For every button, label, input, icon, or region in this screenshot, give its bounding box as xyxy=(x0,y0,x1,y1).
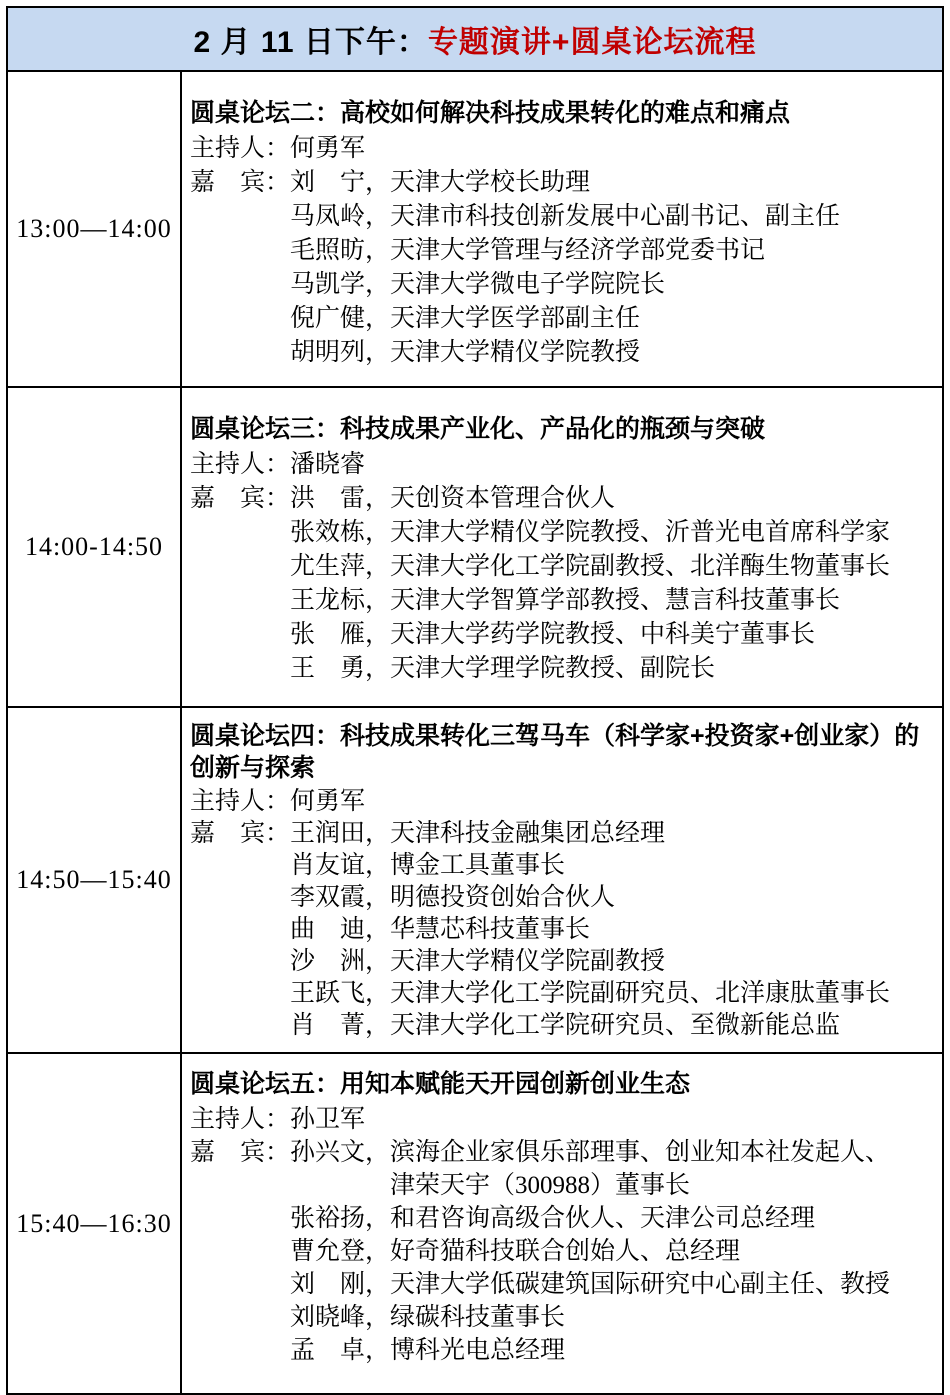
guest-line: 胡明列，天津大学精仪学院教授 xyxy=(290,339,641,366)
time-slot: 14:00-14:50 xyxy=(8,388,182,706)
guest-line: 张效栋，天津大学精仪学院教授、沂普光电首席科学家 xyxy=(290,519,891,546)
guest-label: 嘉 宾： xyxy=(190,485,291,512)
guest-list xyxy=(290,818,934,1042)
session-row-forum-5 xyxy=(8,1054,942,1393)
guest-label: 嘉 宾： xyxy=(190,169,291,196)
guest-line: 王 勇，天津大学理学院教授、副院长 xyxy=(290,655,716,682)
session-content xyxy=(182,1054,942,1393)
host-line: 主持人：孙卫军 xyxy=(190,1106,366,1133)
guest-line: 尤生萍，天津大学化工学院副教授、北洋酶生物董事长 xyxy=(290,553,891,580)
guest-block xyxy=(190,818,934,1042)
guest-line: 孟 卓，博科光电总经理 xyxy=(290,1337,566,1364)
session-row-forum-4 xyxy=(8,708,942,1054)
session-row-forum-2 xyxy=(8,72,942,388)
host-line: 主持人：何勇军 xyxy=(190,788,366,815)
guest-block xyxy=(190,1136,934,1367)
guest-line: 刘 刚，天津大学低碳建筑国际研究中心副主任、教授 xyxy=(290,1271,891,1298)
guest-line: 肖 菁，天津大学化工学院研究员、至微新能总监 xyxy=(290,1012,841,1039)
guest-line: 洪 雷，天创资本管理合伙人 xyxy=(290,485,616,512)
guest-line: 马凤岭，天津市科技创新发展中心副书记、副主任 xyxy=(290,203,841,230)
guest-line: 刘 宁，天津大学校长助理 xyxy=(290,169,591,196)
guest-list xyxy=(290,482,934,686)
time-slot: 14:50—15:40 xyxy=(8,708,182,1052)
table-header xyxy=(8,8,942,72)
guest-label: 嘉 宾： xyxy=(190,820,291,847)
host-line: 主持人：何勇军 xyxy=(190,135,366,162)
guest-line: 毛照昉，天津大学管理与经济学部党委书记 xyxy=(290,237,766,264)
guest-line: 王龙标，天津大学智算学部教授、慧言科技董事长 xyxy=(290,587,841,614)
guest-line: 曹允登，好奇猫科技联合创始人、总经理 xyxy=(290,1238,741,1265)
guest-line: 王润田，天津科技金融集团总经理 xyxy=(290,820,666,847)
session-content xyxy=(182,388,942,706)
guest-line: 倪广健，天津大学医学部副主任 xyxy=(290,305,641,332)
session-title: 圆桌论坛五：用知本赋能天开园创新创业生态 xyxy=(190,1070,691,1098)
guest-list xyxy=(290,166,934,370)
guest-block xyxy=(190,482,934,686)
schedule-table xyxy=(6,6,944,1395)
guest-list xyxy=(290,1136,934,1367)
guest-line: 刘晓峰，绿碳科技董事长 xyxy=(290,1304,566,1331)
guest-line: 张 雁，天津大学药学院教授、中科美宁董事长 xyxy=(290,621,816,648)
guest-line: 曲 迪，华慧芯科技董事长 xyxy=(290,916,591,943)
guest-line: 张裕扬，和君咨询高级合伙人、天津公司总经理 xyxy=(290,1205,816,1232)
session-content xyxy=(182,72,942,386)
time-slot: 13:00—14:00 xyxy=(8,72,182,386)
header-topic-text: 专题演讲+圆桌论坛流程 xyxy=(427,26,757,59)
guest-line: 马凯学，天津大学微电子学院院长 xyxy=(290,271,666,298)
guest-line: 孙兴文，滨海企业家俱乐部理事、创业知本社发起人、 xyxy=(290,1139,891,1166)
guest-line: 王跃飞，天津大学化工学院副研究员、北洋康肽董事长 xyxy=(290,980,891,1007)
session-title: 圆桌论坛三：科技成果产业化、产品化的瓶颈与突破 xyxy=(190,415,766,443)
session-content xyxy=(182,708,942,1052)
guest-line: 肖友谊，博金工具董事长 xyxy=(290,852,566,879)
guest-line: 沙 洲，天津大学精仪学院副教授 xyxy=(290,948,666,975)
session-row-forum-3 xyxy=(8,388,942,708)
guest-line-continuation: 津荣天宇（300988）董事长 xyxy=(390,1172,691,1199)
time-slot: 15:40—16:30 xyxy=(8,1054,182,1393)
guest-block xyxy=(190,166,934,370)
host-line: 主持人：潘晓睿 xyxy=(190,451,366,478)
guest-line: 李双霞，明德投资创始合伙人 xyxy=(290,884,616,911)
session-title: 圆桌论坛四：科技成果转化三驾马车（科学家+投资家+创业家）的创新与探索 xyxy=(190,722,920,782)
guest-label: 嘉 宾： xyxy=(190,1139,291,1166)
session-title: 圆桌论坛二：高校如何解决科技成果转化的难点和痛点 xyxy=(190,99,791,127)
header-date-text: 2 月 11 日下午： xyxy=(193,26,428,59)
